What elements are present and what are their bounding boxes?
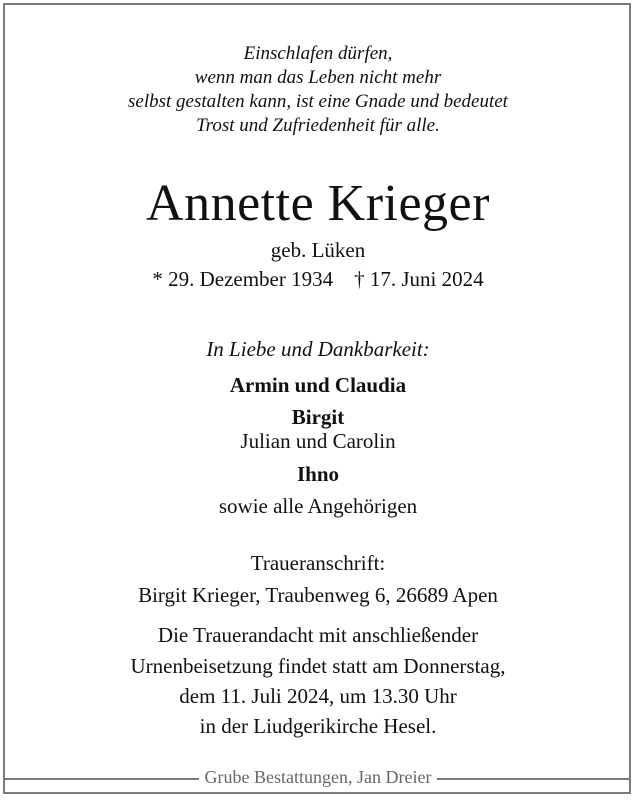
- footer-credit-text: Grube Bestattungen, Jan Dreier: [199, 767, 438, 787]
- poem-line-4: Trost und Zufriedenheit für alle.: [196, 115, 440, 136]
- address-label: Traueranschrift:: [250, 551, 386, 575]
- service-line-3: dem 11. Juli 2024, um 13.30 Uhr: [179, 684, 457, 708]
- service-line-2: Urnenbeisetzung findet statt am Donnerstag,: [130, 654, 506, 678]
- mourner-birgit: Birgit: [291, 405, 345, 429]
- footer-credit: [0, 766, 636, 788]
- mourner-relatives: sowie alle Angehörigen: [218, 494, 418, 518]
- mourner-julian-carolin: Julian und Carolin: [240, 429, 396, 453]
- mourner-armin-claudia: Armin und Claudia: [229, 373, 407, 397]
- dedication: In Liebe und Dankbarkeit:: [206, 337, 430, 361]
- mourner-ihno: Ihno: [296, 462, 340, 486]
- life-dates: * 29. Dezember 1934 † 17. Juni 2024: [152, 267, 484, 291]
- service-line-4: in der Liudgerikirche Hesel.: [199, 714, 437, 738]
- maiden-name: geb. Lüken: [270, 238, 366, 262]
- poem-line-1: Einschlafen dürfen,: [243, 43, 393, 64]
- deceased-name: Annette Krieger: [146, 175, 490, 232]
- address-value: Birgit Krieger, Traubenweg 6, 26689 Apen: [138, 583, 498, 607]
- service-line-1: Die Trauerandacht mit anschließender: [157, 623, 479, 647]
- poem-line-2: wenn man das Leben nicht mehr: [194, 67, 442, 88]
- poem-line-3: selbst gestalten kann, ist eine Gnade und bedeutet: [128, 91, 508, 112]
